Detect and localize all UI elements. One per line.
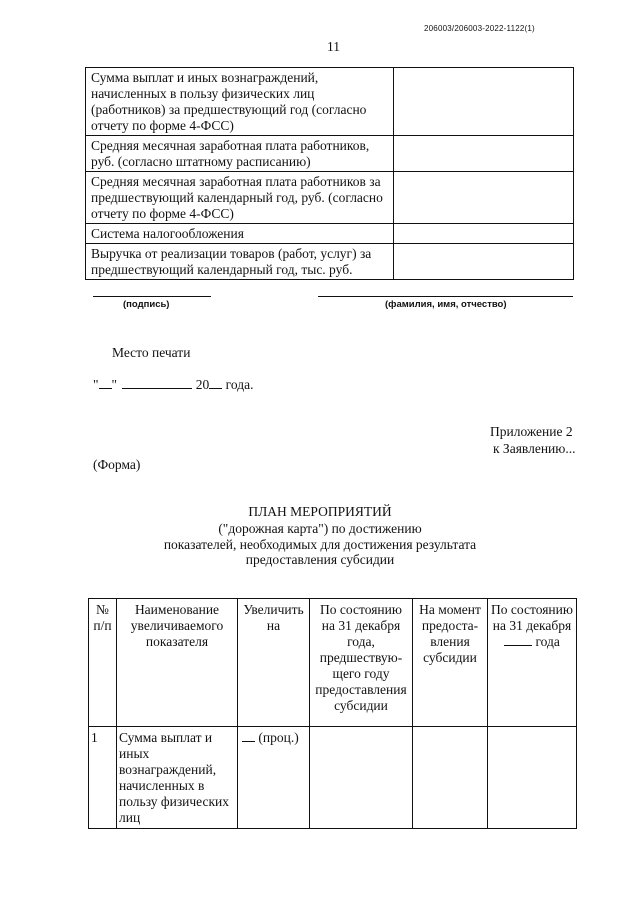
table-row (86, 244, 574, 280)
row-at-grant-value[interactable] (413, 727, 488, 829)
month-blank[interactable] (122, 388, 192, 389)
signature-caption: (подпись) (123, 299, 170, 310)
column-header-increase: Увеличить на (238, 599, 310, 727)
day-blank[interactable] (99, 388, 112, 389)
date-quote-close: " (111, 377, 118, 392)
table-cell-value[interactable] (394, 224, 574, 244)
table-row (86, 224, 574, 244)
row-prior-year-value[interactable] (310, 727, 413, 829)
form-label: (Форма) (93, 457, 141, 472)
year-prefix: 20 (195, 377, 210, 392)
table-cell-label: Система налогообложения (86, 224, 394, 244)
table-header-row (89, 599, 577, 727)
table-row (86, 68, 574, 136)
table-cell-value[interactable] (394, 68, 574, 136)
table-cell-label: Сумма выплат и иных вознаграждений, начисленных в пользу физических лиц (работников) за предшествующий год (согласно отчету по форме 4-ФСС) (86, 68, 394, 136)
table-cell-value[interactable] (394, 244, 574, 280)
year-blank[interactable] (504, 645, 532, 646)
column-header-year-word: года (535, 634, 560, 649)
row-number: 1 (89, 727, 117, 829)
info-table (85, 67, 574, 280)
fullname-line[interactable] (318, 296, 573, 297)
table-cell-label: Средняя месячная заработная плата работников за предшествующий календарный год, руб. (согласно отчету по форме 4-ФСС) (86, 172, 394, 224)
table-row (86, 172, 574, 224)
appendix-line-1: Приложение 2 (490, 424, 573, 439)
row-indicator: Сумма выплат и иных вознаграждений, начисленных в пользу физических лиц (117, 727, 238, 829)
plan-subtitle-3: предоставления субсидии (245, 552, 395, 567)
page-number: 11 (327, 39, 340, 54)
date-suffix: года. (225, 377, 254, 392)
table-cell-label: Выручка от реализации товаров (работ, услуг) за предшествующий календарный год, тыс. руб. (86, 244, 394, 280)
column-header-year-end-text: По состоянию на 31 декабря (491, 602, 573, 633)
plan-table (88, 598, 577, 829)
table-row (89, 727, 577, 829)
column-header-indicator: Наименование увеличиваемого показателя (117, 599, 238, 727)
plan-title: ПЛАН МЕРОПРИЯТИЙ (248, 504, 392, 519)
column-header-year-end (488, 599, 577, 727)
document-id: 206003/206003-2022-1122(1) (424, 24, 535, 33)
appendix-line-2: к Заявлению... (493, 441, 576, 456)
date-line (93, 377, 253, 393)
percent-blank[interactable] (242, 741, 255, 742)
row-year-end-value[interactable] (488, 727, 577, 829)
column-header-number: № п/п (89, 599, 117, 727)
row-increase-unit: (проц.) (258, 730, 299, 745)
plan-subtitle-2: показателей, необходимых для достижения результата (163, 537, 477, 552)
table-cell-label: Средняя месячная заработная плата работников, руб. (согласно штатному расписанию) (86, 136, 394, 172)
signature-line[interactable] (93, 296, 211, 297)
table-cell-value[interactable] (394, 136, 574, 172)
plan-subtitle-1: ("дорожная карта") по достижению (218, 521, 422, 536)
row-increase[interactable] (238, 727, 310, 829)
fullname-caption: (фамилия, имя, отчество) (385, 299, 507, 310)
table-cell-value[interactable] (394, 172, 574, 224)
table-row (86, 136, 574, 172)
year-blank[interactable] (209, 388, 222, 389)
date-quote-open: " (93, 377, 99, 392)
column-header-prior-year: По состоянию на 31 декабря года, предшествую-щего году предоставления субсидии (310, 599, 413, 727)
stamp-place-label: Место печати (112, 345, 191, 360)
column-header-at-grant: На момент предоста-вления субсидии (413, 599, 488, 727)
